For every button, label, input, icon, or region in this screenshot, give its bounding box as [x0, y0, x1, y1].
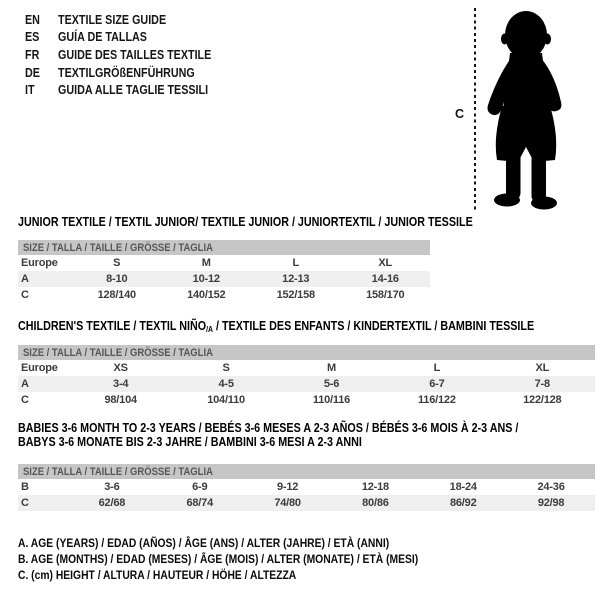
section-title-junior: JUNIOR TEXTILE / TEXTIL JUNIOR/ TEXTILE JUNIOR / JUNIORTEXTIL / JUNIOR TESSILE: [18, 215, 473, 229]
language-list: [25, 11, 236, 99]
language-row-fr: [25, 46, 236, 64]
section-title-babies: BABIES 3-6 MONTH TO 2-3 YEARS / BEBÉS 3-6 MESES A 2-3 AÑOS / BÉBÉS 3-6 MOIS À 2-3 ANS / BABYS 3-6 MONATE BIS 2-3 JAHRE / BAMBINI 3-6 MESI A 2-3 ANNI: [18, 421, 519, 449]
size-header-bar: SIZE / TALLA / TAILLE / GRÖSSE / TAGLIA: [18, 464, 595, 479]
section-title-children: CHILDREN'S TEXTILE / TEXTIL NIÑO/A / TEXTILE DES ENFANTS / KINDERTEXTIL / BAMBINI TESSILE: [18, 319, 535, 334]
language-row-de: [25, 64, 236, 82]
table-row: Europe S M L XL: [21, 257, 393, 269]
table-row: Europe XS S M L XL: [21, 362, 550, 374]
junior-size-table: [18, 240, 430, 303]
language-label: GUIDE DES TAILLES TEXTILE: [58, 47, 212, 62]
table-row: C 98/104 104/110 110/116 116/122 122/128: [21, 394, 562, 406]
language-code: DE: [25, 65, 40, 80]
subscript-a: /A: [206, 325, 213, 334]
language-code: EN: [25, 12, 40, 27]
legend-line-b: B. AGE (MONTHS) / EDAD (MESES) / ÂGE (MOIS) / ALTER (MONATE) / ETÀ (MESI): [18, 552, 419, 566]
language-row-en: [25, 11, 236, 29]
language-row-es: [25, 29, 236, 47]
table-row: C 62/68 68/74 74/80 80/86 86/92 92/98: [18, 495, 595, 511]
legend-line-c: C. (cm) HEIGHT / ALTURA / HAUTEUR / HÖHE / ALTEZZA: [18, 568, 297, 582]
height-dashed-line: [474, 8, 476, 210]
size-header-bar: SIZE / TALLA / TAILLE / GRÖSSE / TAGLIA: [18, 345, 595, 360]
language-label: TEXTILE SIZE GUIDE: [58, 12, 167, 27]
table-row: A 3-4 4-5 5-6 6-7 7-8: [18, 376, 595, 392]
legend-line-a: A. AGE (YEARS) / EDAD (AÑOS) / ÂGE (ANS) / ALTER (JAHRE) / ETÀ (ANNI): [18, 536, 390, 550]
language-label: GUIDA ALLE TAGLIE TESSILI: [58, 83, 209, 98]
language-row-it: [25, 81, 236, 99]
babies-size-table: [18, 464, 595, 511]
table-row: C 128/140 140/152 152/158 158/170: [21, 289, 405, 301]
children-size-table: [18, 345, 595, 408]
language-code: IT: [25, 83, 35, 98]
language-code: FR: [25, 47, 40, 62]
height-measure-label: C: [455, 107, 465, 121]
size-header-bar: SIZE / TALLA / TAILLE / GRÖSSE / TAGLIA: [18, 240, 430, 255]
language-label: GUÍA DE TALLAS: [58, 30, 147, 45]
measure-legend: [18, 536, 483, 584]
table-row: A 8-10 10-12 12-13 14-16: [18, 271, 430, 287]
table-row: B 3-6 6-9 9-12 12-18 18-24 24-36: [21, 481, 565, 493]
language-label: TEXTILGRÖßENFÜHRUNG: [58, 65, 195, 80]
language-code: ES: [25, 30, 40, 45]
toddler-silhouette-image: [480, 8, 572, 210]
